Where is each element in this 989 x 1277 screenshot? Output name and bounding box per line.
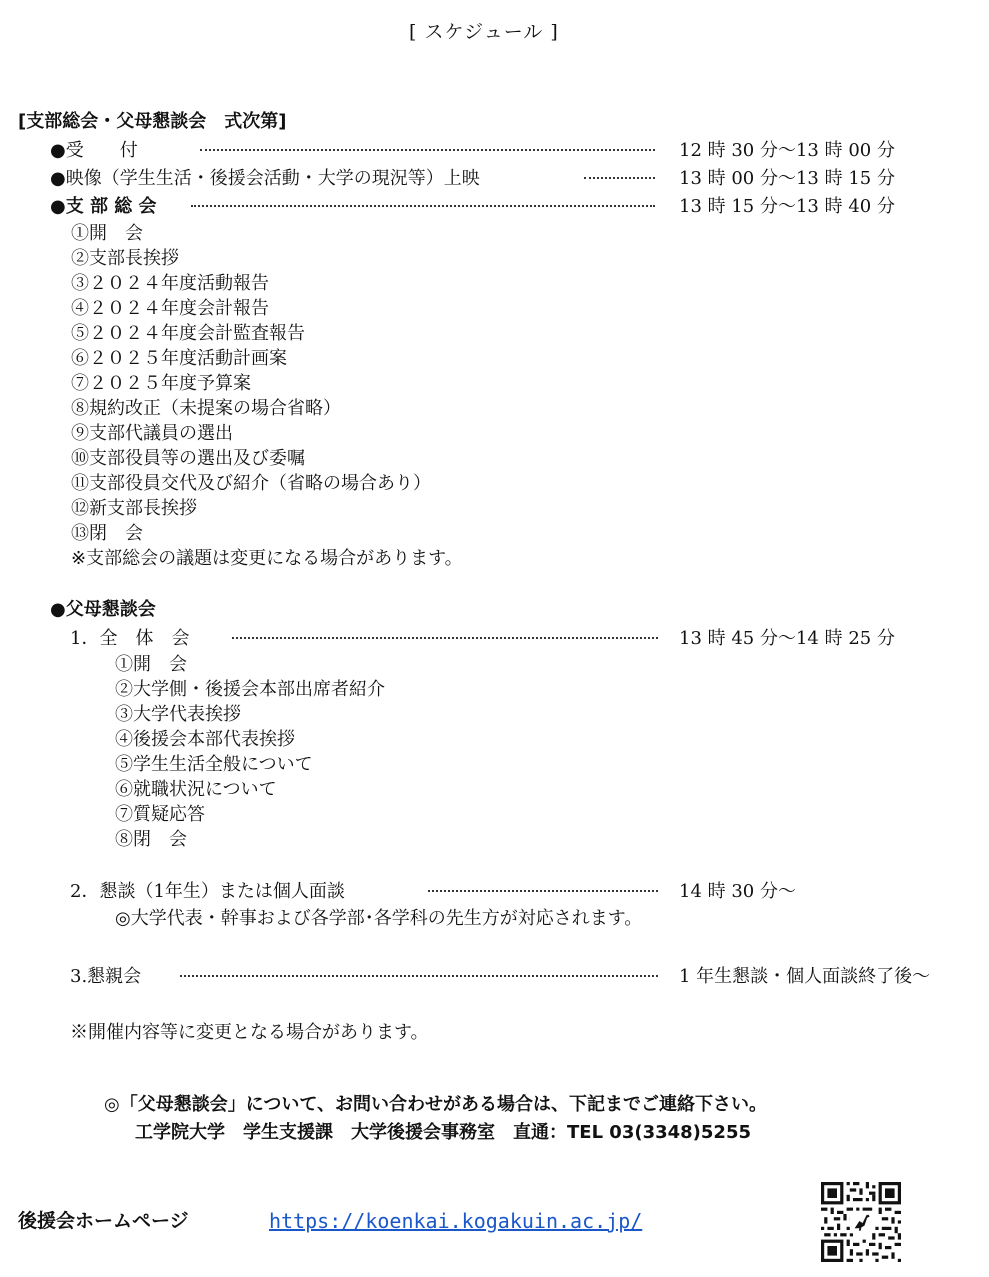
social-label: 3.懇親会 bbox=[70, 966, 142, 987]
schedule-branch-label: ●支 部 総 会 bbox=[50, 196, 157, 217]
agenda-item: ③２０２４年度活動報告 bbox=[71, 273, 269, 294]
plenary-item: ⑥就職状況について bbox=[115, 779, 277, 800]
plenary-time: 13 時 45 分〜14 時 25 分 bbox=[679, 628, 895, 649]
agenda-item: ⑪支部役員交代及び紹介（省略の場合あり） bbox=[71, 473, 431, 494]
plenary-item: ③大学代表挨拶 bbox=[115, 704, 241, 725]
agenda-item: ⑩支部役員等の選出及び委嘱 bbox=[71, 448, 305, 469]
consult-time: 14 時 30 分〜 bbox=[679, 881, 796, 902]
schedule-video-time: 13 時 00 分〜13 時 15 分 bbox=[679, 168, 895, 189]
general-note: ※開催内容等に変更となる場合があります。 bbox=[70, 1022, 429, 1043]
leader-dots bbox=[584, 177, 655, 179]
agenda-item: ②支部長挨拶 bbox=[71, 248, 179, 269]
homepage-link[interactable]: https://koenkai.kogakuin.ac.jp/ bbox=[269, 1209, 643, 1233]
agenda-item: ⑥２０２５年度活動計画案 bbox=[71, 348, 287, 369]
agenda-item: ⑧規約改正（未提案の場合省略） bbox=[71, 398, 341, 419]
social-time: 1 年生懇談・個人面談終了後〜 bbox=[679, 966, 931, 987]
contact-line-1: ◎「父母懇談会」について、お問い合わせがある場合は、下記までご連絡下さい。 bbox=[104, 1094, 767, 1115]
qr-code-image bbox=[821, 1182, 901, 1262]
agenda-item: ⑤２０２４年度会計監査報告 bbox=[71, 323, 305, 344]
agenda-item: ⑬閉 会 bbox=[71, 523, 143, 544]
schedule-branch-time: 13 時 15 分〜13 時 40 分 bbox=[679, 196, 895, 217]
agenda-item: ⑨支部代議員の選出 bbox=[71, 423, 233, 444]
agenda-item: ④２０２４年度会計報告 bbox=[71, 298, 269, 319]
consult-label: 2．懇談（1年生）または個人面談 bbox=[70, 881, 345, 902]
homepage-label: 後援会ホームページ bbox=[18, 1210, 189, 1232]
agenda-item: ⑦２０２５年度予算案 bbox=[71, 373, 251, 394]
leader-dots bbox=[232, 637, 658, 639]
page-title: [ スケジュール ] bbox=[409, 21, 559, 43]
ceremony-heading: [支部総会・父母懇談会 式次第] bbox=[18, 111, 287, 132]
leader-dots bbox=[191, 205, 655, 207]
agenda-item: ⑫新支部長挨拶 bbox=[71, 498, 197, 519]
plenary-item: ⑧閉 会 bbox=[115, 829, 187, 850]
leader-dots bbox=[200, 149, 655, 151]
plenary-item: ⑦質疑応答 bbox=[115, 804, 205, 825]
plenary-item: ④後援会本部代表挨拶 bbox=[115, 729, 295, 750]
branch-note: ※支部総会の議題は変更になる場合があります。 bbox=[71, 548, 463, 569]
agenda-item: ①開 会 bbox=[71, 223, 143, 244]
plenary-label: 1．全 体 会 bbox=[70, 628, 190, 649]
plenary-item: ⑤学生生活全般について bbox=[115, 754, 313, 775]
plenary-item: ②大学側・後援会本部出席者紹介 bbox=[115, 679, 385, 700]
schedule-reception-time: 12 時 30 分〜13 時 00 分 bbox=[679, 140, 895, 161]
consult-note: ◎大学代表・幹事および各学部･各学科の先生方が対応されます。 bbox=[115, 908, 643, 929]
leader-dots bbox=[180, 975, 658, 977]
parents-heading: ●父母懇談会 bbox=[50, 599, 156, 620]
contact-line-2: 工学院大学 学生支援課 大学後援会事務室 直通：TEL 03(3348)5255 bbox=[135, 1122, 752, 1143]
schedule-reception-label: ●受 付 bbox=[50, 140, 138, 161]
schedule-video-label: ●映像（学生生活・後援会活動・大学の現況等）上映 bbox=[50, 168, 480, 189]
leader-dots bbox=[428, 890, 658, 892]
plenary-item: ①開 会 bbox=[115, 654, 187, 675]
